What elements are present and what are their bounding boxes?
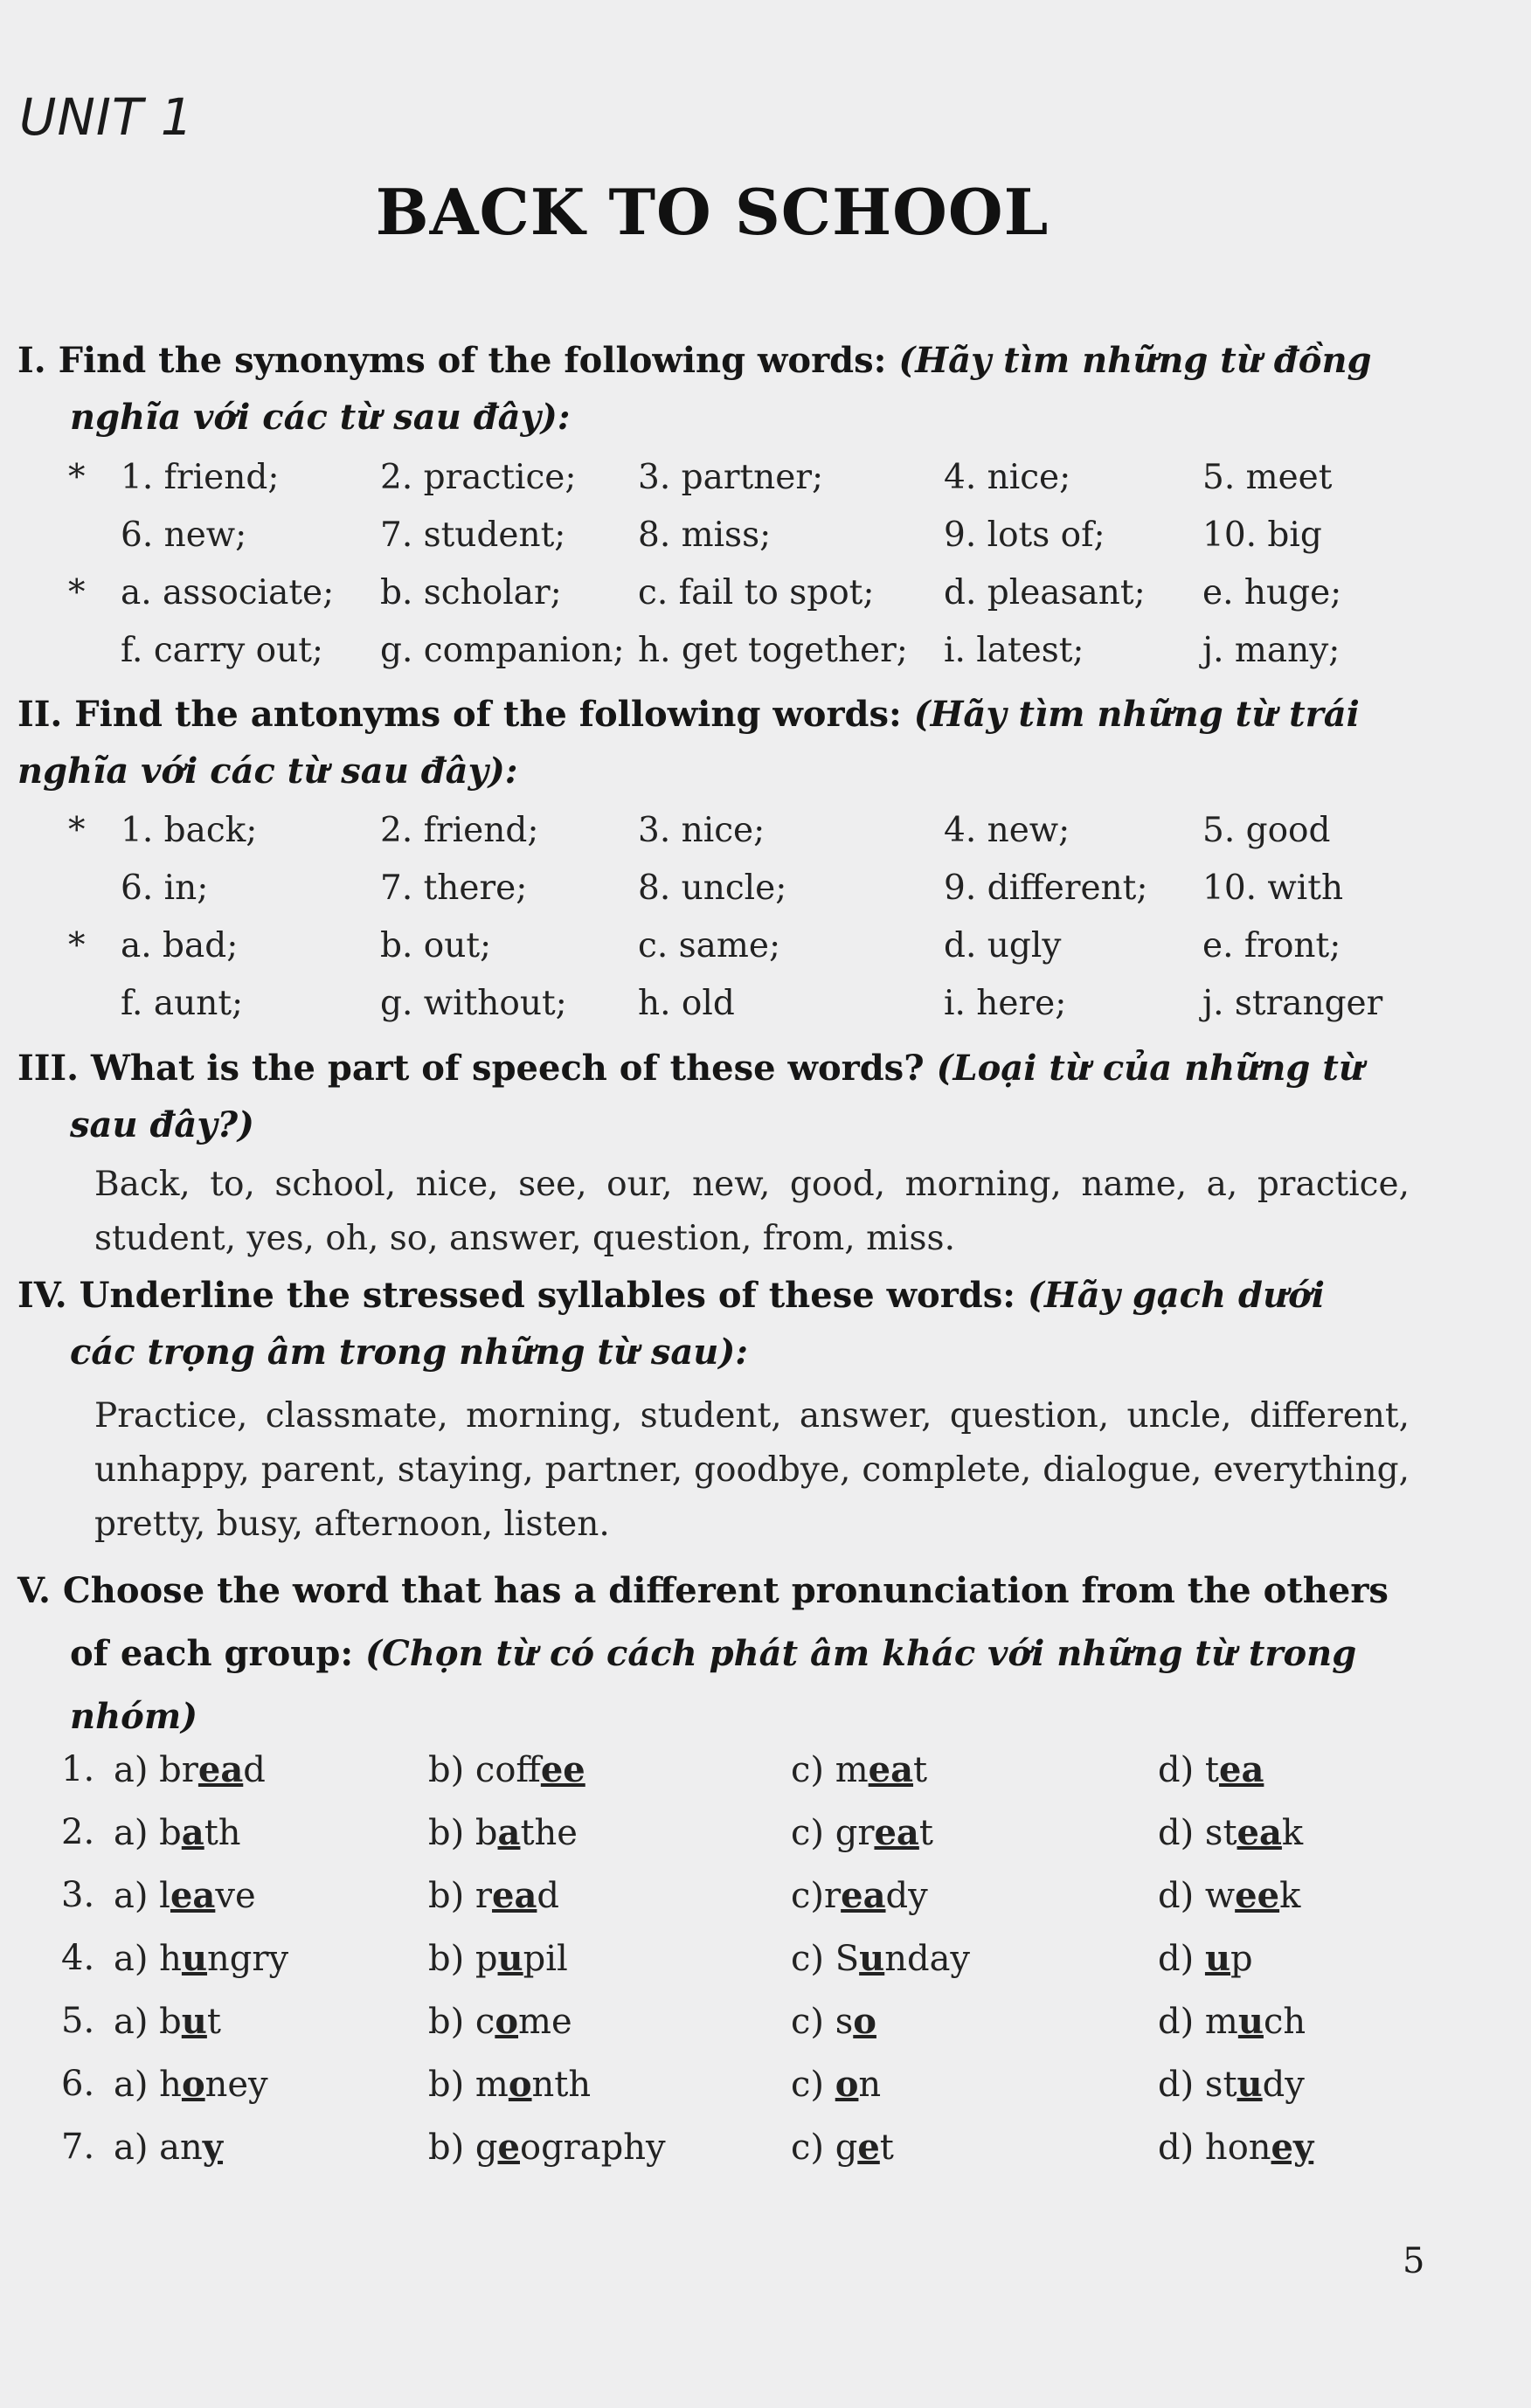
underlined-letters: e xyxy=(497,2127,520,2168)
word-item: b. out; xyxy=(380,926,492,965)
star-marker: * xyxy=(68,573,86,612)
section-3-heading-vn-cont: sau đây?) xyxy=(70,1104,254,1145)
word-item: 6. in; xyxy=(121,868,209,908)
pronunciation-item xyxy=(0,2001,1531,2057)
option-c: c) great xyxy=(791,1812,933,1853)
word-item: c. fail to spot; xyxy=(638,573,875,612)
underlined-letters: u xyxy=(497,1938,523,1979)
option-b: b) read xyxy=(428,1875,560,1916)
option-b: b) coffee xyxy=(428,1749,585,1790)
underlined-letters: u xyxy=(1237,2064,1263,2105)
word-item: 7. student; xyxy=(380,516,566,555)
word-item: 9. different; xyxy=(944,868,1148,908)
section-1-row-4 xyxy=(0,631,1531,683)
item-number: 3. xyxy=(61,1875,95,1915)
pronunciation-item xyxy=(0,1812,1531,1868)
option-c: c)ready xyxy=(791,1875,928,1916)
section-5-heading-vn-cont: nhóm) xyxy=(70,1696,198,1737)
underlined-letters: o xyxy=(835,2064,859,2105)
option-b: b) bathe xyxy=(428,1812,578,1853)
section-2-row-1 xyxy=(0,811,1531,863)
pronunciation-item xyxy=(0,1938,1531,1994)
option-b: b) geography xyxy=(428,2127,666,2168)
section-2-row-4 xyxy=(0,984,1531,1036)
section-1-row-2 xyxy=(0,516,1531,568)
section-4-heading xyxy=(17,1267,1424,1380)
underlined-letters: o xyxy=(853,2001,876,2042)
underlined-letters: ea xyxy=(197,1749,244,1790)
option-c: c) meat xyxy=(791,1749,928,1790)
option-a: a) bath xyxy=(114,1812,241,1853)
word-item: 9. lots of; xyxy=(944,516,1105,555)
word-item: 2. friend; xyxy=(380,811,539,850)
section-4-word-list: Practice, classmate, morning, student, answer, question, uncle, different, unhappy, parent, staying, partner, goodbye, complete, dialogue, everything, pretty, busy, afternoon, listen. xyxy=(94,1396,1410,1544)
option-b: b) pupil xyxy=(428,1938,568,1979)
underlined-letters: ea xyxy=(1219,1749,1264,1790)
section-1-heading xyxy=(17,332,1424,446)
word-item: 8. uncle; xyxy=(638,868,787,908)
word-item: 7. there; xyxy=(380,868,528,908)
section-2-row-2 xyxy=(0,868,1531,921)
underlined-letters: o xyxy=(508,2064,532,2105)
section-1-row-1 xyxy=(0,458,1531,510)
underlined-letters: o xyxy=(495,2001,519,2042)
section-3-heading-en: III. What is the part of speech of these words? xyxy=(17,1048,937,1089)
word-item: d. pleasant; xyxy=(944,573,1146,612)
section-2-row-3 xyxy=(0,926,1531,979)
page-title: BACK TO SCHOOL xyxy=(375,175,1050,249)
word-item: i. latest; xyxy=(944,631,1084,670)
option-a: a) bread xyxy=(114,1749,266,1790)
item-number: 2. xyxy=(61,1812,95,1852)
option-a: a) any xyxy=(114,2127,224,2168)
word-item: 3. nice; xyxy=(638,811,766,850)
word-item: g. without; xyxy=(380,984,567,1023)
underlined-letters: ea xyxy=(1237,1812,1282,1853)
option-c: c) on xyxy=(791,2064,882,2105)
option-b: b) come xyxy=(428,2001,572,2042)
underlined-letters: u xyxy=(181,2001,207,2042)
underlined-letters: a xyxy=(181,1812,204,1853)
section-1-heading-vn: (Hãy tìm những từ đồng xyxy=(898,340,1372,381)
underlined-letters: ea xyxy=(868,1749,914,1790)
word-item: 1. friend; xyxy=(121,458,280,497)
section-2-heading-en: II. Find the antonyms of the following words: xyxy=(17,694,914,735)
word-item: f. carry out; xyxy=(121,631,324,670)
star-marker: * xyxy=(68,811,86,850)
word-item: 5. meet xyxy=(1202,458,1333,497)
word-item: a. bad; xyxy=(121,926,239,965)
item-number: 5. xyxy=(61,2001,95,2041)
item-number: 4. xyxy=(61,1938,95,1978)
underlined-letters: a xyxy=(497,1812,521,1853)
pronunciation-item xyxy=(0,2064,1531,2120)
option-b: b) month xyxy=(428,2064,592,2105)
section-5-heading-en-cont: of each group: xyxy=(70,1633,366,1674)
unit-label: UNIT 1 xyxy=(19,87,194,147)
option-a: a) but xyxy=(114,2001,221,2042)
word-item: e. front; xyxy=(1202,926,1341,965)
word-item: 10. with xyxy=(1202,868,1344,908)
section-3-heading-vn: (Loại từ của những từ xyxy=(936,1048,1364,1089)
word-item: i. here; xyxy=(944,984,1067,1023)
section-4-heading-en: IV. Underline the stressed syllables of these words: xyxy=(17,1275,1028,1316)
word-item: j. many; xyxy=(1202,631,1340,670)
section-4-heading-vn: (Hãy gạch dưới xyxy=(1027,1275,1325,1316)
option-c: c) get xyxy=(791,2127,894,2168)
option-d: d) steak xyxy=(1158,1812,1304,1853)
word-item: e. huge; xyxy=(1202,573,1342,612)
section-5-heading-vn: (Chọn từ có cách phát âm khác với những từ trong xyxy=(365,1633,1357,1674)
section-2-heading-vn: (Hãy tìm những từ trái xyxy=(913,694,1360,735)
pronunciation-item xyxy=(0,2127,1531,2183)
underlined-letters: ee xyxy=(1235,1875,1280,1916)
word-item: 3. partner; xyxy=(638,458,824,497)
pronunciation-item xyxy=(0,1875,1531,1931)
section-1-row-3 xyxy=(0,573,1531,626)
section-2-heading xyxy=(17,686,1424,799)
underlined-letters: ea xyxy=(170,1875,216,1916)
page-number: 5 xyxy=(1403,2241,1425,2281)
option-d: d) week xyxy=(1158,1875,1301,1916)
word-item: a. associate; xyxy=(121,573,335,612)
word-item: g. companion; xyxy=(380,631,625,670)
pronunciation-item xyxy=(0,1749,1531,1805)
item-number: 6. xyxy=(61,2064,95,2104)
star-marker: * xyxy=(68,926,86,965)
section-4-heading-vn-cont: các trọng âm trong những từ sau): xyxy=(70,1332,749,1373)
item-number: 1. xyxy=(61,1749,95,1789)
underlined-letters: y xyxy=(202,2127,224,2168)
option-d: d) up xyxy=(1158,1938,1253,1979)
section-5-heading xyxy=(17,1560,1424,1748)
underlined-letters: u xyxy=(1237,2001,1264,2042)
section-2-heading-vn-cont: nghĩa với các từ sau đây): xyxy=(17,751,518,792)
option-a: a) honey xyxy=(114,2064,268,2105)
word-item: 2. practice; xyxy=(380,458,577,497)
option-d: d) much xyxy=(1158,2001,1306,2042)
word-item: d. ugly xyxy=(944,926,1062,965)
word-item: f. aunt; xyxy=(121,984,244,1023)
underlined-letters: ea xyxy=(841,1875,886,1916)
option-a: a) leave xyxy=(114,1875,256,1916)
underlined-letters: o xyxy=(181,2064,205,2105)
word-item: 6. new; xyxy=(121,516,247,555)
option-d: d) tea xyxy=(1158,1749,1264,1790)
word-item: 4. nice; xyxy=(944,458,1071,497)
word-item: j. stranger xyxy=(1202,984,1383,1023)
underlined-letters: u xyxy=(859,1938,885,1979)
underlined-letters: u xyxy=(1204,1938,1231,1979)
star-marker: * xyxy=(68,458,86,497)
word-item: c. same; xyxy=(638,926,781,965)
section-1-heading-en: I. Find the synonyms of the following words: xyxy=(17,340,899,381)
option-d: d) honey xyxy=(1158,2127,1314,2168)
word-item: 5. good xyxy=(1202,811,1331,850)
word-item: b. scholar; xyxy=(380,573,562,612)
section-5-heading-en: V. Choose the word that has a different pronunciation from the others xyxy=(17,1570,1389,1611)
option-d: d) study xyxy=(1158,2064,1305,2105)
section-3-heading xyxy=(17,1040,1424,1153)
option-c: c) so xyxy=(791,2001,876,2042)
underlined-letters: ea xyxy=(874,1812,919,1853)
underlined-letters: ey xyxy=(1271,2127,1314,2168)
option-c: c) Sunday xyxy=(791,1938,971,1979)
underlined-letters: ee xyxy=(540,1749,585,1790)
item-number: 7. xyxy=(61,2127,95,2167)
word-item: 4. new; xyxy=(944,811,1070,850)
section-1-heading-vn-cont: nghĩa với các từ sau đây): xyxy=(70,397,571,438)
underlined-letters: ea xyxy=(492,1875,537,1916)
word-item: 1. back; xyxy=(121,811,258,850)
word-item: 8. miss; xyxy=(638,516,772,555)
underlined-letters: u xyxy=(181,1938,208,1979)
word-item: 10. big xyxy=(1202,516,1322,555)
word-item: h. get together; xyxy=(638,631,908,670)
word-item: h. old xyxy=(638,984,735,1023)
section-3-word-list: Back, to, school, nice, see, our, new, good, morning, name, a, practice, student, yes, oh, so, answer, question, from, miss. xyxy=(94,1165,1410,1258)
underlined-letters: e xyxy=(857,2127,880,2168)
option-a: a) hungry xyxy=(114,1938,289,1979)
